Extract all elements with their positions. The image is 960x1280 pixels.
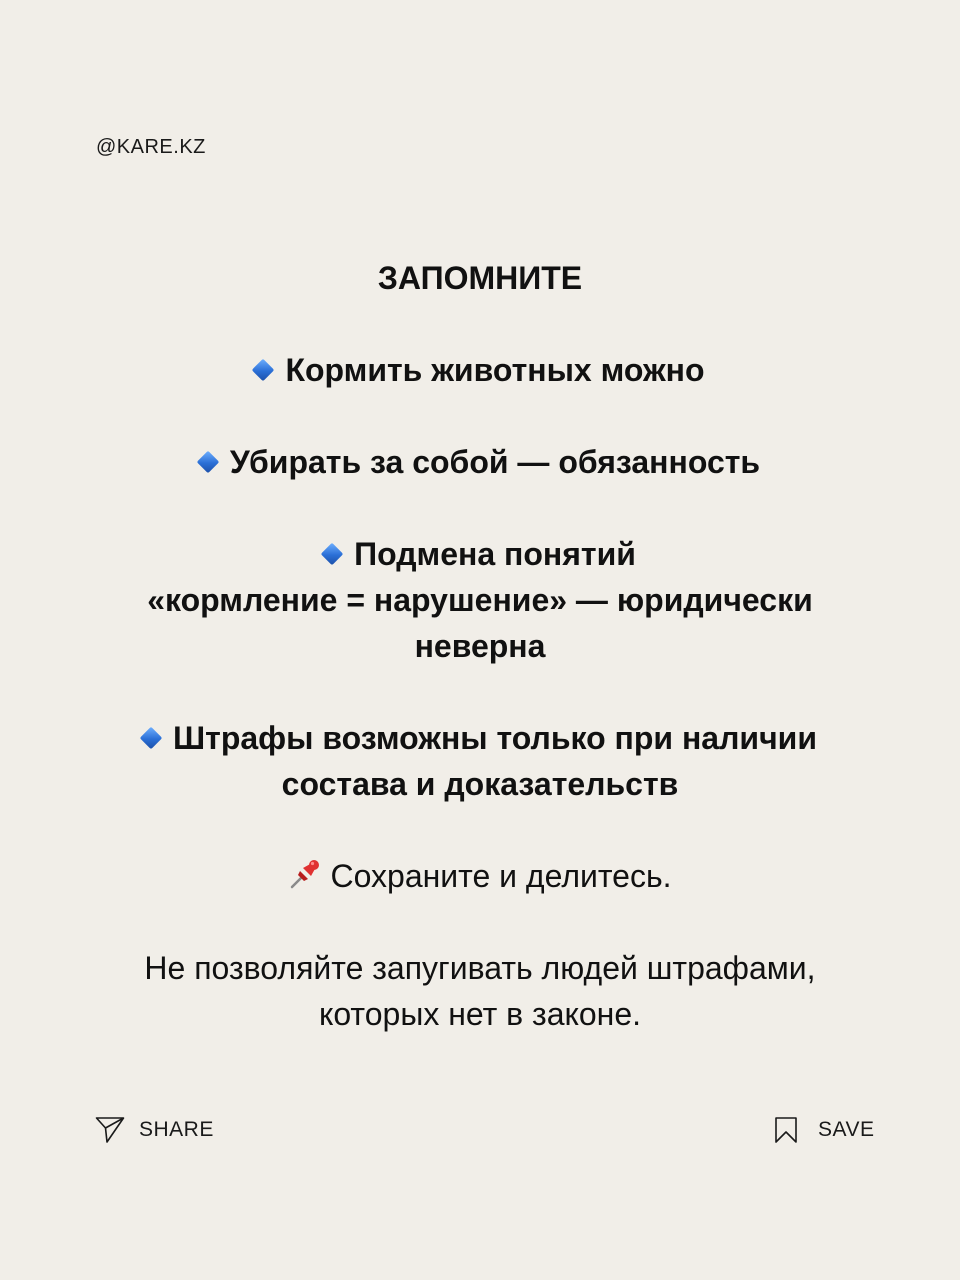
point-3-line-1: Подмена понятий [354,536,636,572]
main-content [80,255,880,1083]
closing-line-1: Не позволяйте запугивать людей штрафами, [144,950,816,986]
account-handle: @KARE.KZ [96,136,206,158]
point-3 [80,531,880,669]
page-title: ЗАПОМНИТЕ [377,260,583,296]
point-1 [80,347,880,393]
blue-diamond-icon [197,451,220,474]
closing-message [80,945,880,1037]
blue-diamond-icon [321,543,344,566]
save-label: SAVE [818,1118,875,1141]
point-1-line-1: Кормить животных можно [285,352,705,388]
save-button[interactable] [774,1116,874,1144]
point-4 [80,715,880,807]
save-share-text: Сохраните и делитесь. [330,858,672,894]
share-label: SHARE [139,1118,214,1141]
point-2-line-1: Убирать за собой — обязанность [229,444,761,480]
point-2 [80,439,880,485]
point-3-line-2: «кормление = нарушение» — юридически [147,582,813,618]
point-4-line-1: Штрафы возможны только при наличии [173,720,817,756]
point-4-line-2: состава и доказательств [281,766,679,802]
save-share-note [80,853,880,899]
bookmark-icon [774,1116,798,1144]
blue-diamond-icon [140,727,163,750]
paper-plane-icon [95,1116,125,1144]
share-button[interactable] [95,1116,214,1144]
pushpin-icon [288,857,322,891]
blue-diamond-icon [252,359,275,382]
closing-line-2: которых нет в законе. [318,996,642,1032]
point-3-line-3: неверна [414,628,546,664]
